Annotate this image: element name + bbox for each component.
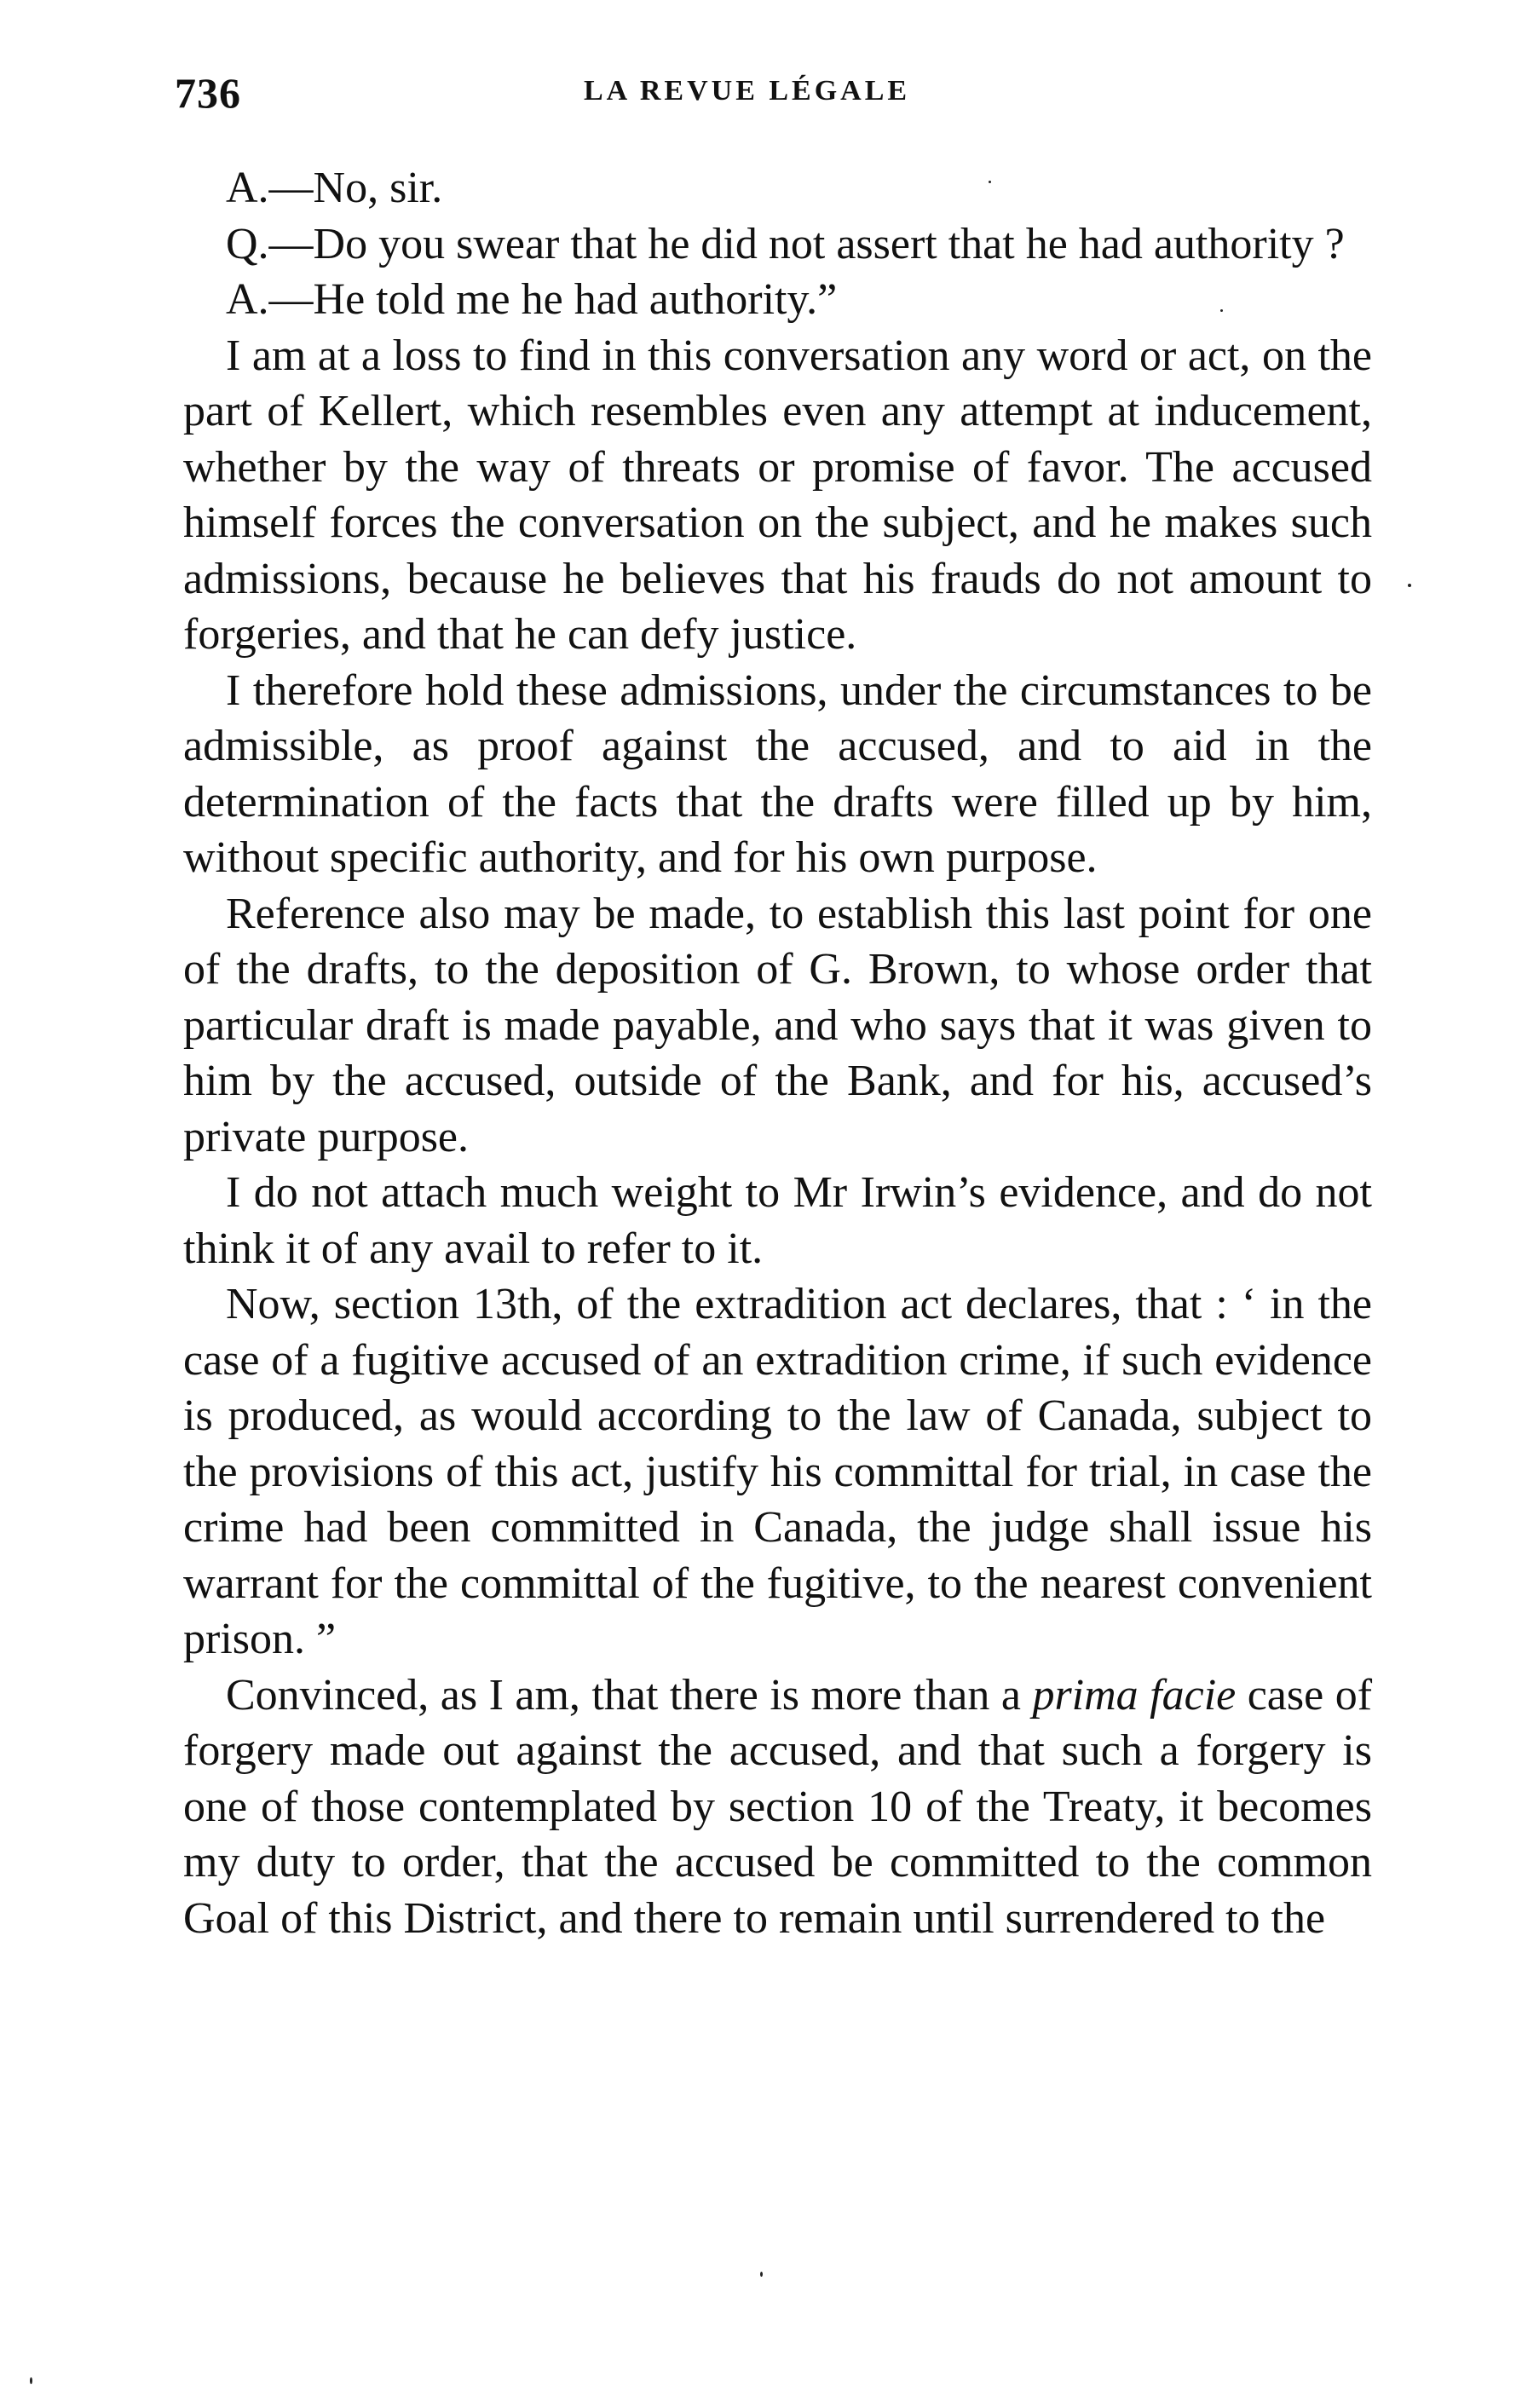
- page-number: 736: [175, 69, 241, 117]
- paragraph-reference: Reference also may be made, to establish this last point for one of the drafts, to the deposition of G. Brown, to whose order that particular draft is made payable, and who says that it was given to him by the accused, outside of the Bank, and for his, accused’s private purpose.: [183, 889, 1372, 1161]
- conclusion-text-start: Convinced, as I am, that there is more than a: [226, 1670, 1033, 1720]
- print-speck: [989, 181, 991, 183]
- body-text: [183, 160, 1372, 1946]
- latin-phrase: prima facie: [1032, 1670, 1237, 1720]
- paragraph-answer-authority: A.—He told me he had authority.”: [226, 275, 838, 324]
- paragraph-conversation: I am at a loss to find in this conversation any word or act, on the part of Kellert, which resembles even any attempt at inducement, whether by the way of threats or promise of favor. The accused himself forces the conversation on the subject, and he makes such admissions, because he believes that his frauds do not amount to forgeries, and that he can defy justice.: [183, 331, 1372, 659]
- print-speck: [30, 2377, 32, 2384]
- print-speck: [1220, 309, 1223, 312]
- running-title: LA REVUE LÉGALE: [584, 75, 911, 107]
- page-header: [175, 68, 1385, 136]
- paragraph-question: Q.—Do you swear that he did not assert that he had authority ?: [226, 219, 1345, 268]
- paragraph-irwin-evidence: I do not attach much weight to Mr Irwin’s evidence, and do not think it of any avail to refer to it.: [183, 1168, 1372, 1273]
- paragraph-admissions: I therefore hold these admissions, under the circumstances to be admissible, as proof against the accused, and to aid in the determination of the facts that the drafts were filled up by him, without specific authority, and for his own purpose.: [183, 665, 1372, 882]
- print-speck: [1408, 584, 1411, 587]
- paragraph-section-13: Now, section 13th, of the extradition act declares, that : ‘ in the case of a fugitive accused of an extradition crime, if such evidence is produced, as would according to the law of Canada, subject to the provisions of this act, justify his committal for trial, in case the crime had been committed in Canada, the judge shall issue his warrant for the committal of the fugitive, to the nearest convenient prison. ”: [183, 1280, 1372, 1663]
- paragraph-answer-no: A.—No, sir.: [226, 164, 443, 212]
- print-speck: [760, 2272, 763, 2277]
- paragraph-conclusion: [183, 1668, 1372, 1947]
- conclusion-text-end: case of forgery made out against the accused, and that such a forgery is one of those contemplated by section 10 of the Treaty, it becomes my duty to order, that the accused be committed to the common Goal of this District, and there to remain until surrendered to the: [183, 1670, 1373, 1943]
